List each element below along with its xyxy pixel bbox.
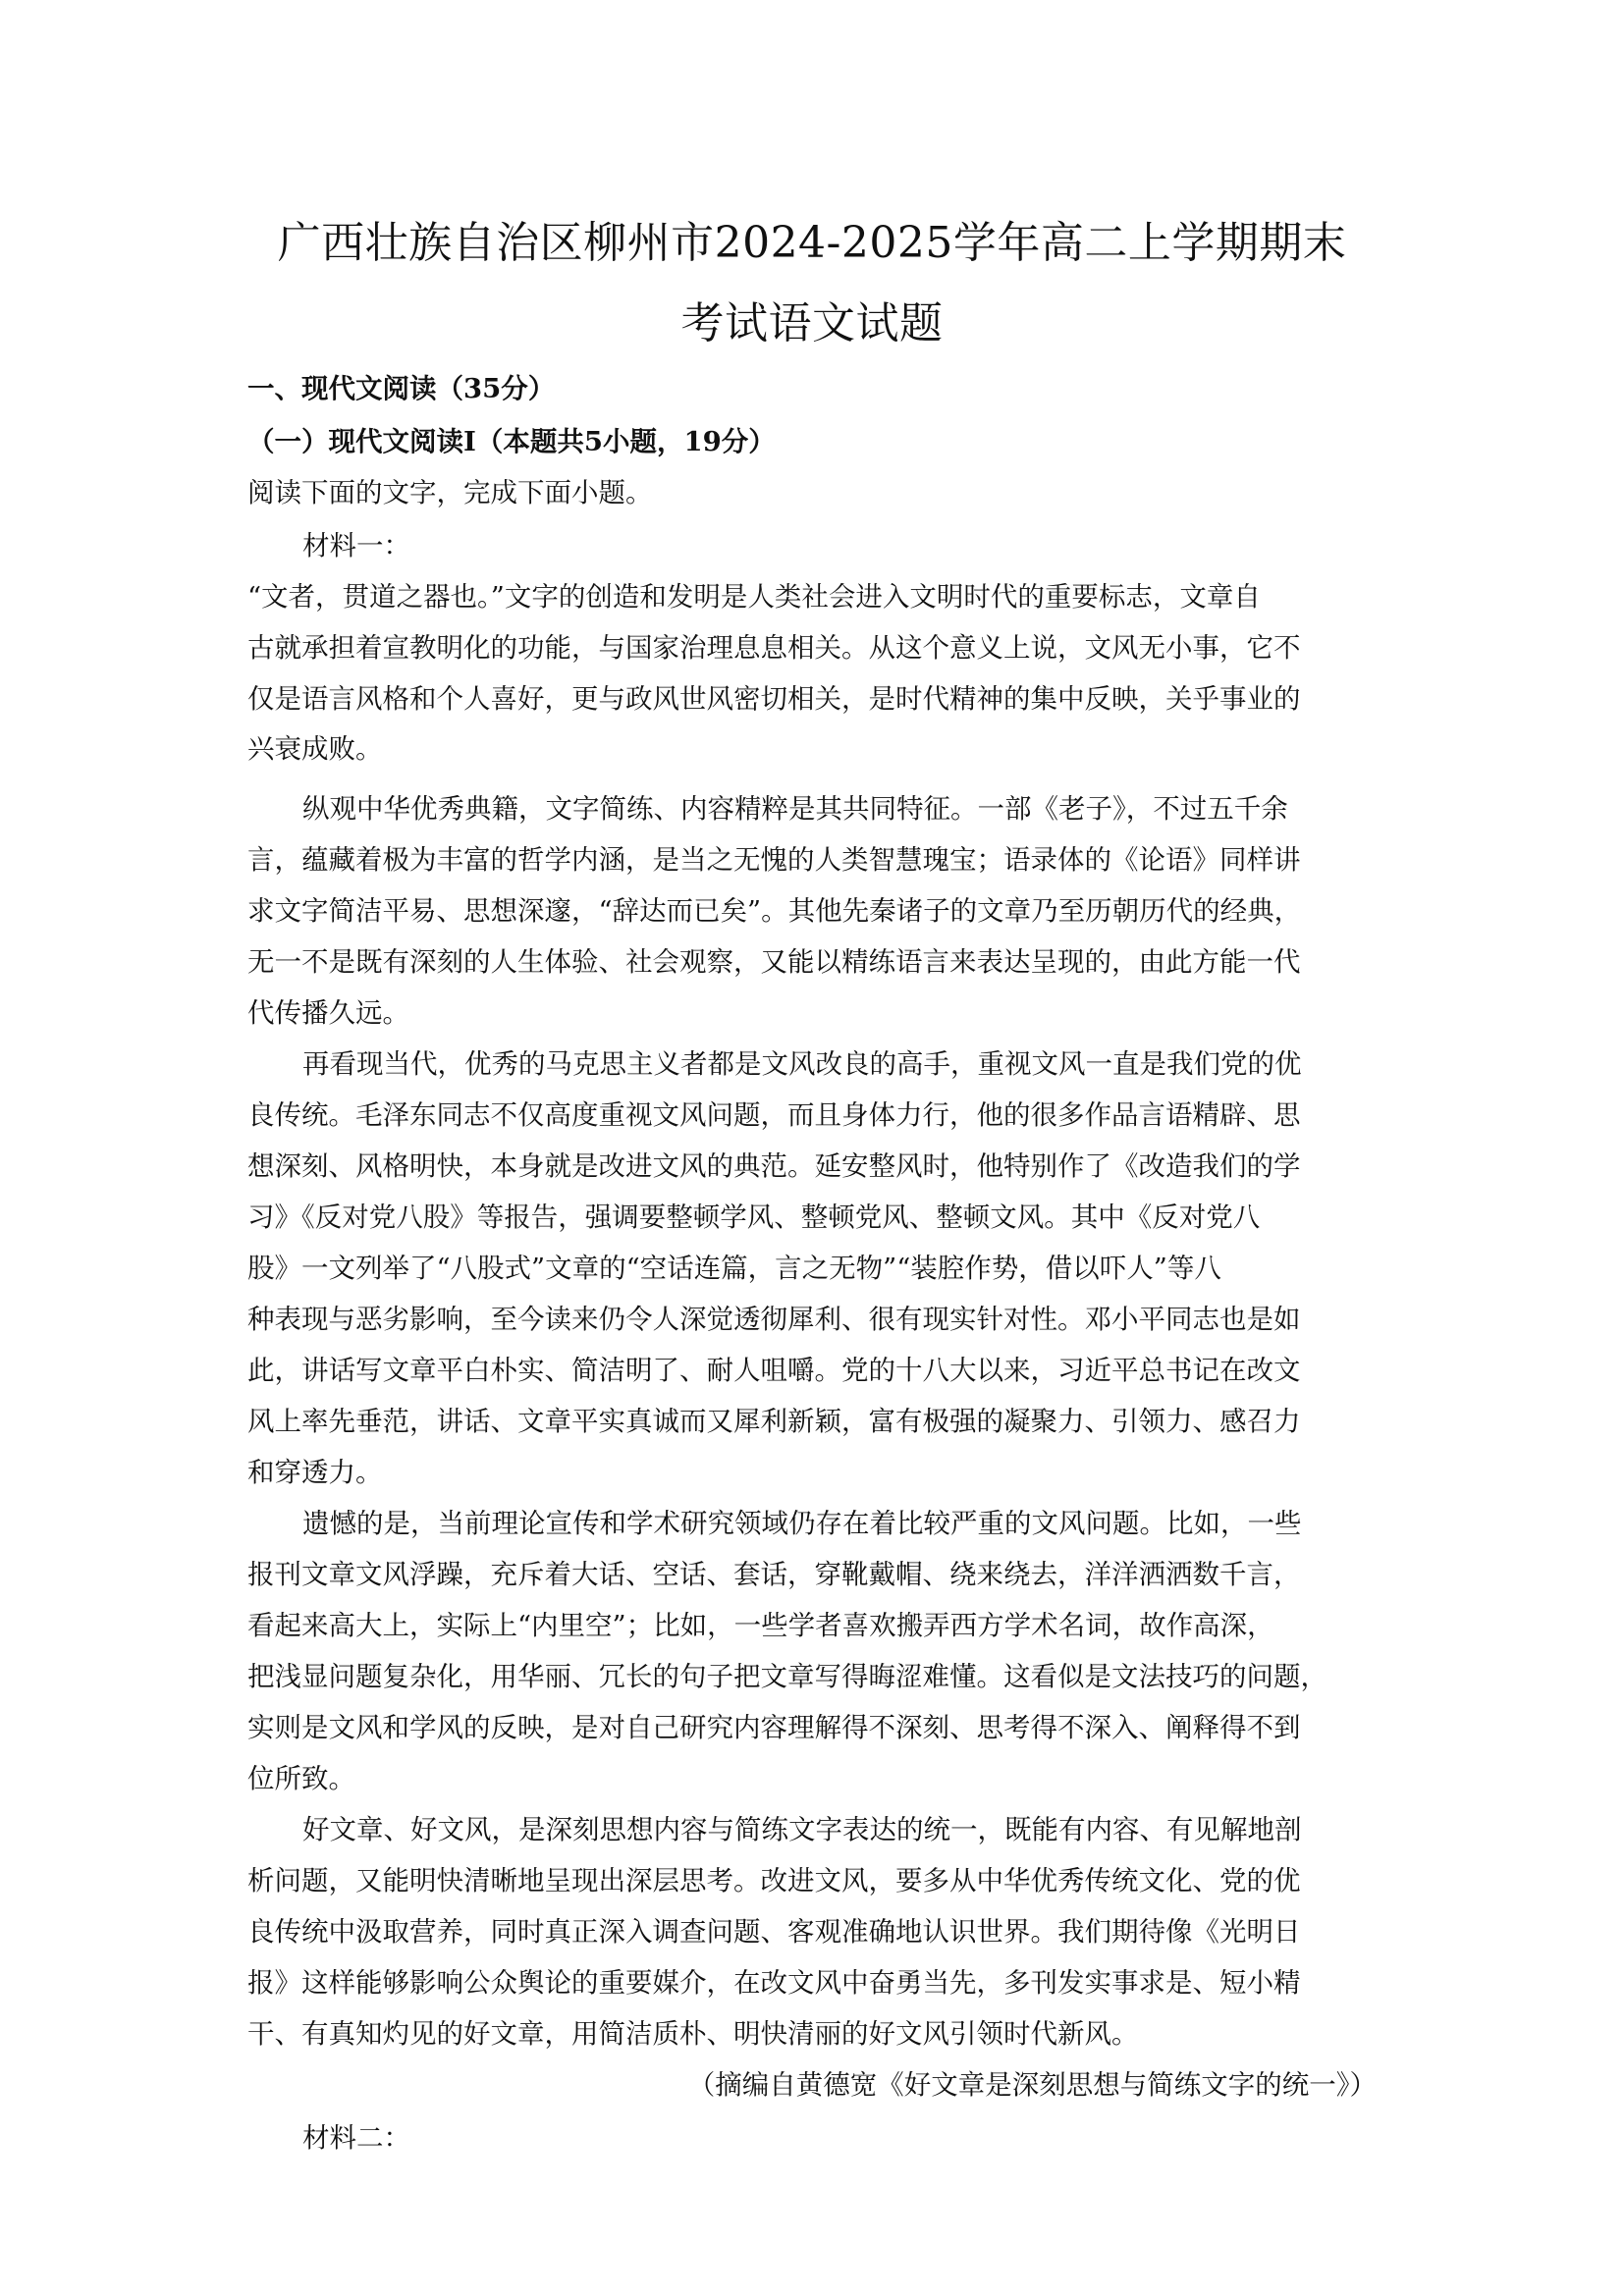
instruction-text: 阅读下面的文字，完成下面小题。 bbox=[247, 477, 653, 508]
paragraph-line: 种表现与恶劣影响，至今读来仍令人深觉透彻犀利、很有现实针对性。邓小平同志也是如 bbox=[247, 1304, 1301, 1335]
material-1-label: 材料一： bbox=[302, 530, 410, 561]
paragraph-line: 实则是文风和学风的反映，是对自己研究内容理解得不深刻、思考得不深入、阐释得不到 bbox=[247, 1712, 1301, 1743]
paragraph-line: 兴衰成败。 bbox=[247, 733, 383, 765]
paragraph-line: 良传统。毛泽东同志不仅高度重视文风问题，而且身体力行，他的很多作品言语精辟、思 bbox=[247, 1099, 1301, 1131]
paragraph-line: 看起来高大上，实际上“内里空”；比如，一些学者喜欢搬弄西方学术名词，故作高深， bbox=[247, 1610, 1274, 1641]
document-title-line-1: 广西壮族自治区柳州市2024-2025学年高二上学期期末 bbox=[277, 218, 1347, 268]
source-citation: （摘编自黄德宽《好文章是深刻思想与简练文字的统一》） bbox=[687, 2069, 1377, 2101]
paragraph-line: 想深刻、风格明快，本身就是改进文风的典范。延安整风时，他特别作了《改造我们的学 bbox=[247, 1150, 1301, 1182]
paragraph-line: “文者，贯道之器也。”文字的创造和发明是人类社会进入文明时代的重要标志，文章自 bbox=[247, 581, 1261, 613]
paragraph-line: 风上率先垂范，讲话、文章平实真诚而又犀利新颖，富有极强的凝聚力、引领力、感召力 bbox=[247, 1406, 1301, 1437]
paragraph-line: 此，讲话写文章平白朴实、简洁明了、耐人咀嚼。党的十八大以来，习近平总书记在改文 bbox=[247, 1355, 1301, 1386]
paragraph-line: 再看现当代，优秀的马克思主义者都是文风改良的高手，重视文风一直是我们党的优 bbox=[302, 1048, 1302, 1080]
paragraph-line: 和穿透力。 bbox=[247, 1457, 383, 1488]
paragraph-line: 位所致。 bbox=[247, 1763, 355, 1794]
paragraph-line: 股》一文列举了“八股式”文章的“空话连篇，言之无物”“装腔作势，借以吓人”等八 bbox=[247, 1253, 1221, 1284]
paragraph-line: 把浅显问题复杂化，用华丽、冗长的句子把文章写得晦涩难懂。这看似是文法技巧的问题， bbox=[247, 1661, 1327, 1692]
material-2-label: 材料二： bbox=[302, 2122, 410, 2154]
paragraph-line: 言，蕴藏着极为丰富的哲学内涵，是当之无愧的人类智慧瑰宝；语录体的《论语》同样讲 bbox=[247, 844, 1301, 876]
paragraph-line: 古就承担着宣教明化的功能，与国家治理息息相关。从这个意义上说，文风无小事，它不 bbox=[247, 632, 1301, 664]
paragraph-line: 纵观中华优秀典籍，文字简练、内容精粹是其共同特征。一部《老子》，不过五千余 bbox=[302, 793, 1288, 825]
paragraph-line: 代传播久远。 bbox=[247, 997, 409, 1029]
paragraph-line: 报刊文章文风浮躁，充斥着大话、空话、套话，穿靴戴帽、绕来绕去，洋洋洒洒数千言， bbox=[247, 1559, 1301, 1590]
paragraph-line: 析问题，又能明快清晰地呈现出深层思考。改进文风，要多从中华优秀传统文化、党的优 bbox=[247, 1865, 1301, 1896]
document-title-line-2: 考试语文试题 bbox=[680, 298, 944, 348]
paragraph-line: 求文字简洁平易、思想深邃，“辞达而已矣”。其他先秦诸子的文章乃至历朝历代的经典， bbox=[247, 895, 1302, 927]
paragraph-line: 习》《反对党八股》等报告，强调要整顿学风、整顿党风、整顿文风。其中《反对党八 bbox=[247, 1201, 1261, 1233]
subsection-heading: （一）现代文阅读I（本题共5小题，19分） bbox=[247, 426, 776, 457]
paragraph-line: 无一不是既有深刻的人生体验、社会观察，又能以精练语言来表达呈现的，由此方能一代 bbox=[247, 946, 1301, 978]
section-heading: 一、现代文阅读（35分） bbox=[247, 373, 556, 404]
paragraph-line: 报》这样能够影响公众舆论的重要媒介，在改文风中奋勇当先，多刊发实事求是、短小精 bbox=[247, 1967, 1301, 1999]
paragraph-line: 良传统中汲取营养，同时真正深入调查问题、客观准确地认识世界。我们期待像《光明日 bbox=[247, 1916, 1301, 1948]
paragraph-line: 干、有真知灼见的好文章，用简洁质朴、明快清丽的好文风引领时代新风。 bbox=[247, 2018, 1139, 2050]
paragraph-line: 仅是语言风格和个人喜好，更与政风世风密切相关，是时代精神的集中反映，关乎事业的 bbox=[247, 683, 1301, 715]
paragraph-line: 遗憾的是，当前理论宣传和学术研究领域仍存在着比较严重的文风问题。比如，一些 bbox=[302, 1508, 1302, 1539]
paragraph-line: 好文章、好文风，是深刻思想内容与简练文字表达的统一，既能有内容、有见解地剖 bbox=[302, 1814, 1302, 1845]
